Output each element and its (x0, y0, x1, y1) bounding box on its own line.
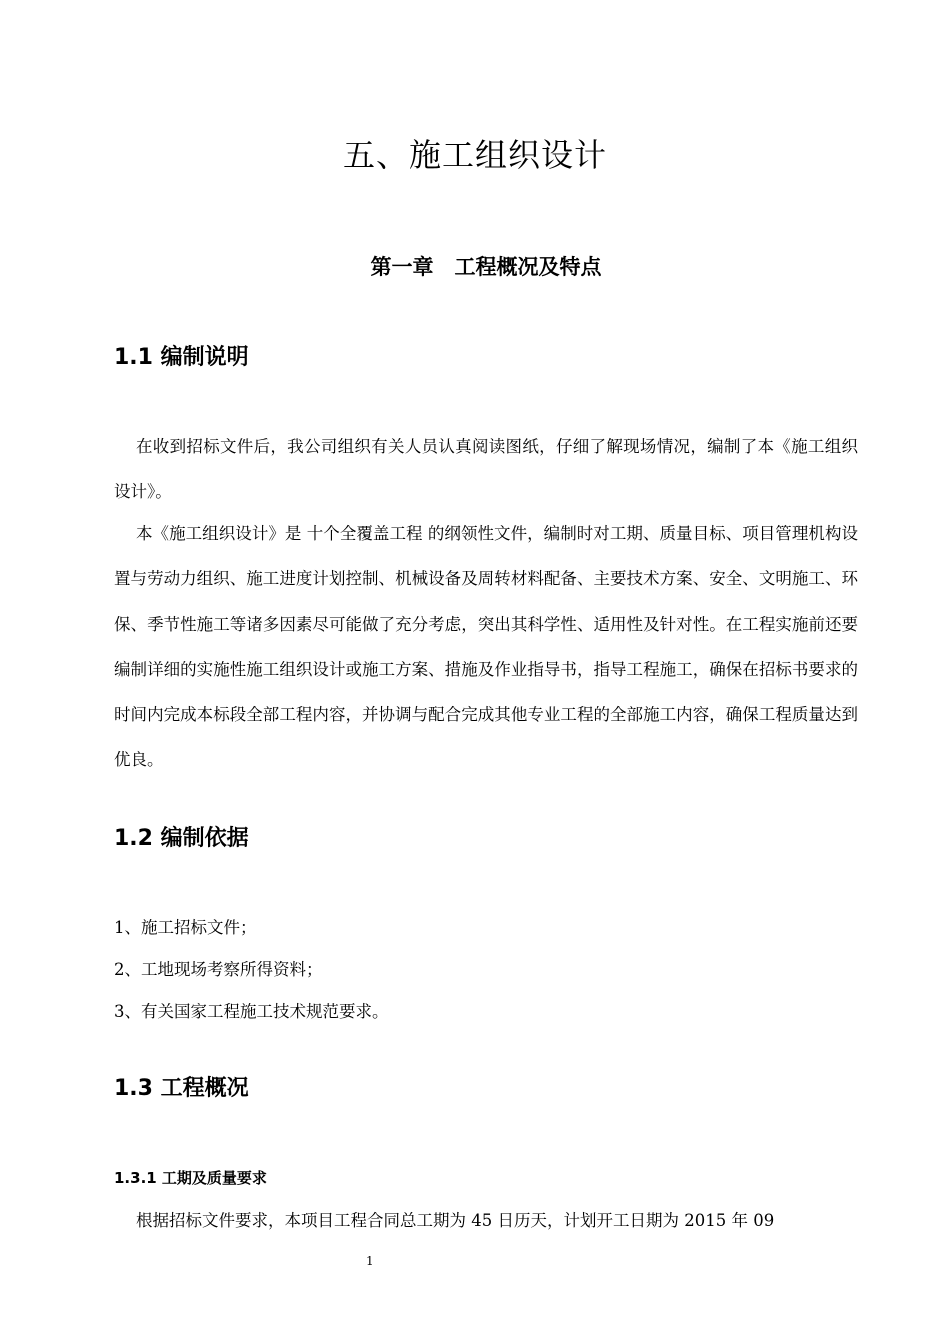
section-heading-1-1: 1.1 编制说明 (114, 345, 249, 370)
list-item-1: 1、施工招标文件； (114, 918, 257, 937)
list-item-2: 2、工地现场考察所得资料； (114, 960, 323, 979)
section-heading-1-2: 1.2 编制依据 (114, 826, 249, 851)
document-title: 五、施工组织设计 (342, 136, 607, 174)
subsection-heading-1-3-1: 1.3.1 工期及质量要求 (114, 1169, 267, 1187)
page-number: 1 (366, 1254, 374, 1268)
paragraph-schedule: 根据招标文件要求，本项目工程合同总工期为 45 日历天，计划开工日期为 2015 年 09 (136, 1211, 775, 1230)
list-item-3: 3、有关国家工程施工技术规范要求。 (114, 1002, 389, 1021)
paragraph-2: 本《施工组织设计》是 十个全覆盖工程 的纲领性文件，编制时对工期、质量目标、项目管理机构设置与劳动力组织、施工进度计划控制、机械设备及周转材料配备、主要技术方案、安全、文明施工、环保、季节性施工等诸多因素尽可能做了充分考虑，突出其科学性、适用性及针对性。在工程实施前还要编制详细的实施性施工组织设计或施工方案、措施及作业指导书，指导工程施工，确保在招标书要求的时间内完成本标段全部工程内容，并协调与配合完成其他专业工程的全部施工内容，确保工程质量达到优良。 (114, 524, 858, 770)
section-heading-1-3: 1.3 工程概况 (114, 1076, 249, 1101)
paragraph-1: 在收到招标文件后，我公司组织有关人员认真阅读图纸，仔细了解现场情况，编制了本《施工组织设计》。 (114, 437, 858, 502)
chapter-heading: 第一章 工程概况及特点 (370, 255, 602, 279)
